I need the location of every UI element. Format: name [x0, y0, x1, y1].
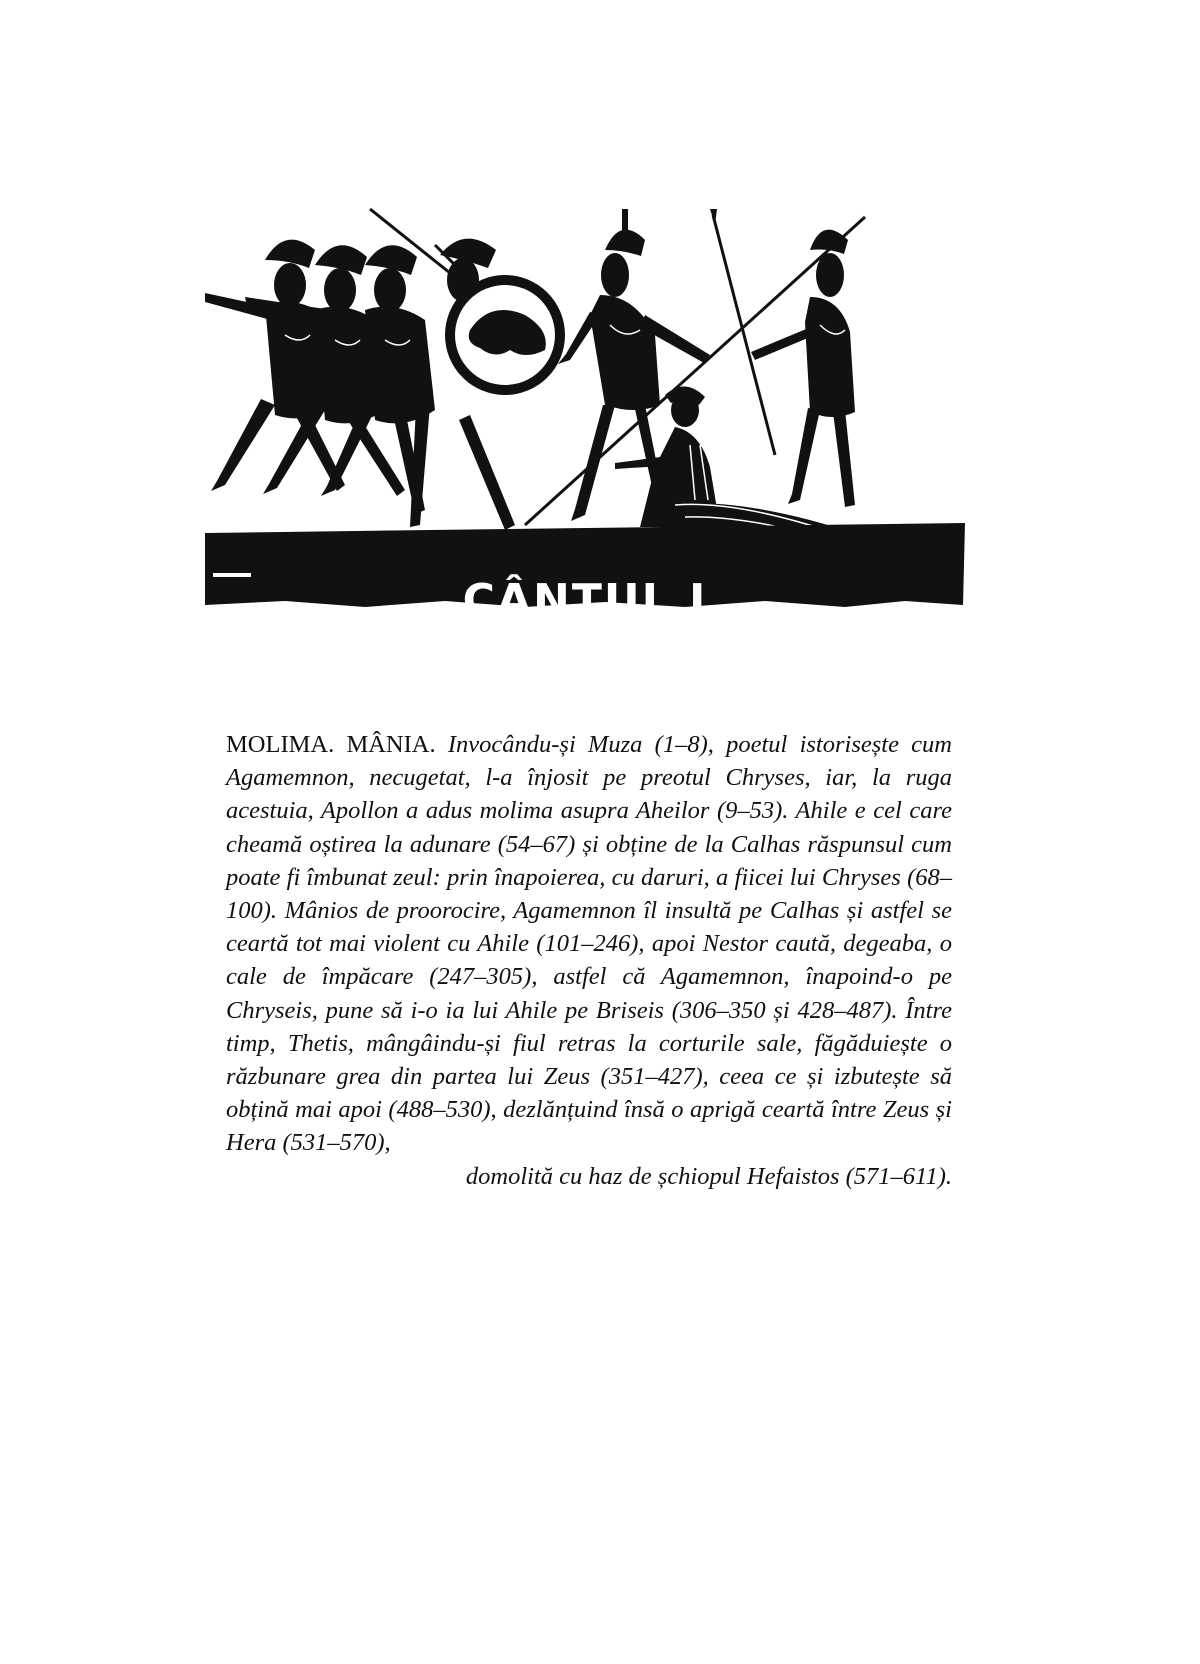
summary-last-line: domolită cu haz de șchiopul Hefaistos (571–611). [465, 1162, 952, 1190]
chapter-summary [226, 728, 952, 1193]
summary-body: Invocându-și Muza (1–8), poetul istorisește cum Agamemnon, necugetat, l-a înjosit pe preotul Chryses, iar, la ruga acestuia, Apollon a adus molima asupra Aheilor (9–53). Ahile e cel care cheamă oștirea la adunare (54–67) și obține de la Calhas răspunsul cum poate fi îmbunat zeul: prin înapoierea, cu daruri, a fiicei lui Chryses (68–100). Mânios de proorocire, Agamemnon îl insultă pe Calhas și astfel se ceartă tot mai violent cu Ahile (101–246), apoi Nestor caută, degeaba, o cale de împăcare (247–305), astfel că Agamemnon, înapoind-o pe Chryseis, pune să i-o ia lui Ahile pe Briseis (306–350 și 428–487). Între timp, Thetis, mângâindu-și fiul retras la corturile sale, făgăduiește o răzbunare grea din partea lui Zeus (351–427), ceea ce și izbutește să obțină mai apoi (488–530), dezlănțuind însă o aprigă ceartă între Zeus și Hera (531–570), [226, 731, 952, 1157]
chapter-title-banner [205, 555, 965, 645]
summary-lead: MOLIMA. MÂNIA. [226, 731, 436, 758]
chapter-title: CÂNTUL I [462, 575, 708, 626]
